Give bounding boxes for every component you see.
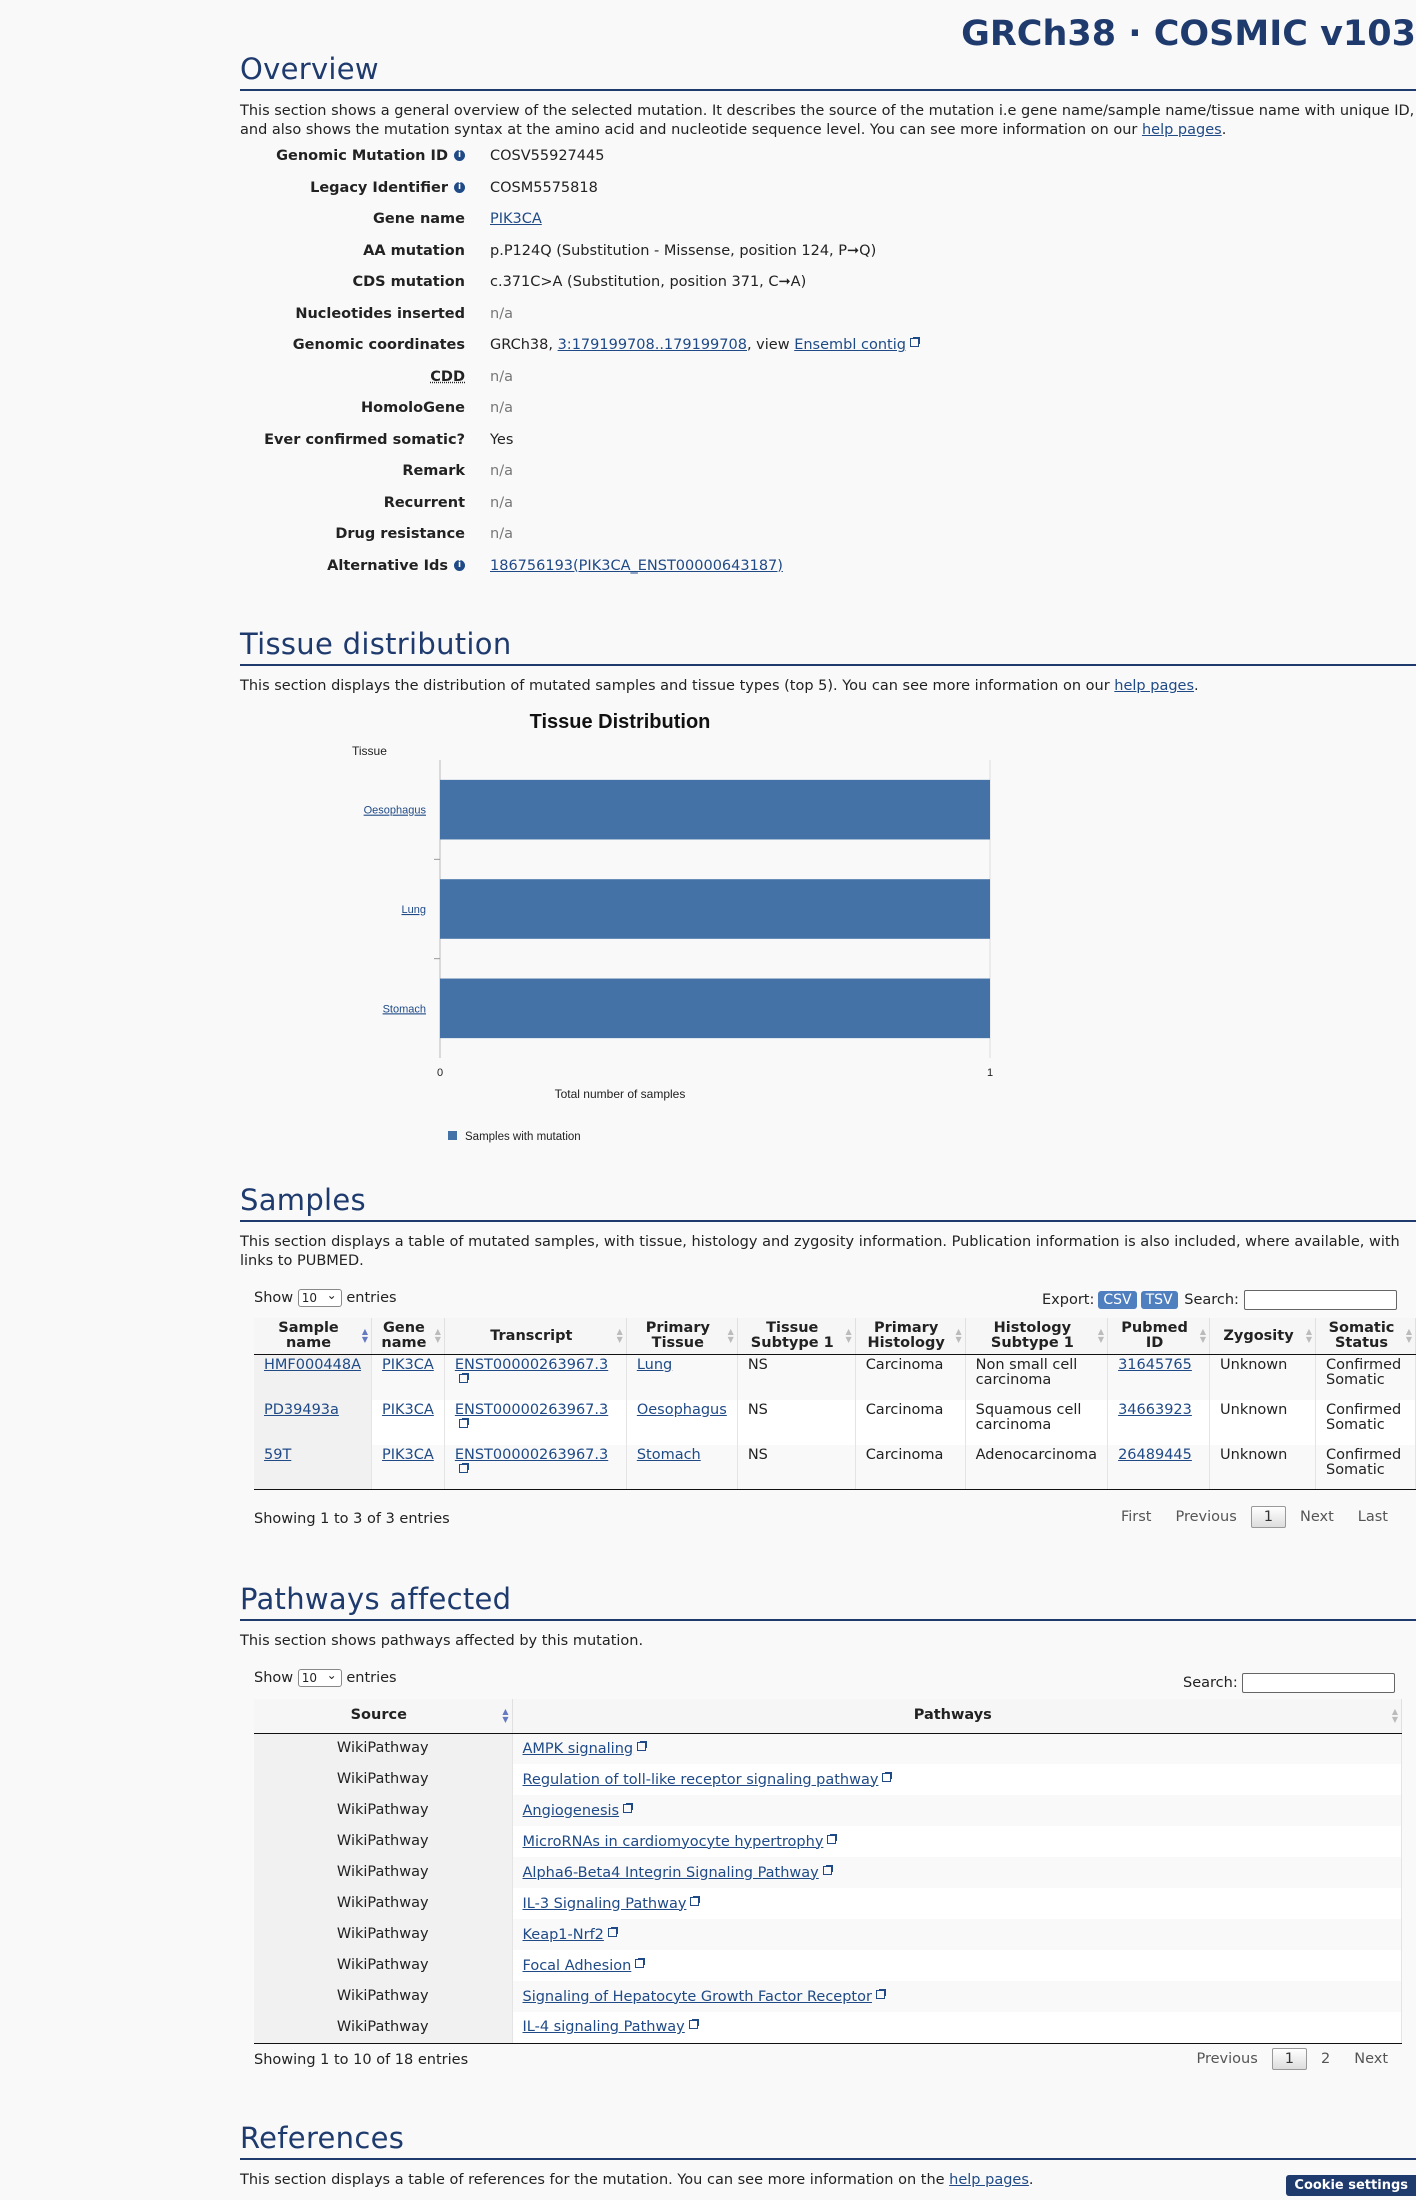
- recurrent-value: n/a: [490, 494, 513, 511]
- sort-icon: ▲ ▼: [1305, 1327, 1312, 1344]
- alternative-ids-label: Alternative Ids i: [327, 558, 465, 574]
- samples-description: This section displays a table of mutated samples, with tissue, histology and zygosity information. Publication information is also included, where available, with links to PUBMED.: [240, 1234, 1400, 1269]
- table-cell: WikiPathway: [254, 1764, 512, 1795]
- table-cell: [372, 1355, 445, 1400]
- external-link-icon: [608, 1927, 618, 1937]
- table-cell: NS: [737, 1355, 855, 1400]
- table-cell: [254, 1445, 372, 1490]
- previous-page-button[interactable]: Previous: [1175, 1509, 1237, 1525]
- previous-page-button[interactable]: Previous: [1196, 2051, 1258, 2067]
- legend-swatch: [448, 1131, 457, 1140]
- table-cell: Carcinoma: [855, 1445, 965, 1490]
- column-header[interactable]: Zygosity ▲ ▼: [1210, 1318, 1316, 1355]
- table-cell: NS: [737, 1400, 855, 1445]
- cell-link[interactable]: PIK3CA: [382, 1446, 434, 1463]
- column-header[interactable]: Histology Subtype 1 ▲ ▼: [965, 1318, 1107, 1355]
- sort-icon: ▲ ▼: [955, 1327, 962, 1344]
- column-header[interactable]: Somatic Status ▲ ▼: [1315, 1318, 1415, 1355]
- samples-length-control: Show 10 ⌄ entries: [254, 1289, 397, 1307]
- remark-label: Remark: [402, 463, 465, 479]
- external-link-icon: [689, 2019, 699, 2029]
- table-cell: [512, 1733, 1402, 1764]
- table-cell: Confirmed Somatic: [1315, 1445, 1415, 1490]
- info-icon[interactable]: i: [454, 560, 465, 571]
- table-cell: [512, 1795, 1402, 1826]
- cdd-value: n/a: [490, 368, 513, 385]
- drug-resistance-value: n/a: [490, 526, 513, 542]
- table-cell: [512, 1764, 1402, 1795]
- pathways-pagination: [1182, 2048, 1398, 2070]
- genomic-id-value: COSV55927445: [490, 148, 605, 164]
- cds-mutation-value: c.371C>A (Substitution, position 371, C➞A): [490, 274, 807, 290]
- cell-link[interactable]: HMF000448A: [264, 1357, 362, 1373]
- sort-icon: ▲ ▼: [361, 1327, 369, 1344]
- tissue-distribution-section: [240, 627, 1416, 696]
- cell-link[interactable]: 31645765: [1118, 1357, 1192, 1373]
- table-cell: [626, 1445, 737, 1490]
- pathway-link[interactable]: Angiogenesis: [522, 1802, 620, 1819]
- tissue-distribution-heading: Tissue distribution: [240, 627, 1416, 666]
- cell-link[interactable]: 26489445: [1118, 1446, 1192, 1463]
- column-header[interactable]: Pathways ▲ ▼: [512, 1699, 1402, 1733]
- column-header[interactable]: Primary Tissue ▲ ▼: [626, 1318, 737, 1355]
- external-link-icon: [623, 1803, 633, 1813]
- table-cell: Carcinoma: [855, 1400, 965, 1445]
- overview-help-link[interactable]: help pages: [1141, 122, 1222, 138]
- references-heading: References: [240, 2121, 1416, 2160]
- tissue-help-link[interactable]: help pages: [1114, 678, 1195, 694]
- sort-icon: ▲ ▼: [502, 1706, 509, 1724]
- pathway-link[interactable]: Signaling of Hepatocyte Growth Factor Receptor: [522, 1988, 872, 2005]
- overview-heading: Overview: [240, 52, 1416, 91]
- samples-search-input[interactable]: [1244, 1290, 1397, 1310]
- table-row: [254, 1445, 1416, 1490]
- pathways-search-control: Search:: [1183, 1673, 1395, 1693]
- cell-link[interactable]: ENST00000263967.3: [454, 1357, 609, 1373]
- table-cell: Unknown: [1210, 1400, 1316, 1445]
- info-icon[interactable]: i: [454, 150, 465, 161]
- column-header[interactable]: Tissue Subtype 1 ▲ ▼: [737, 1318, 855, 1355]
- ever-confirmed-somatic-label: Ever confirmed somatic?: [264, 431, 465, 448]
- external-link-icon: [882, 1772, 892, 1782]
- column-header[interactable]: Gene name ▲ ▼: [372, 1318, 445, 1355]
- legend-label: Samples with mutation: [465, 1131, 581, 1143]
- pathways-table: [254, 1699, 1402, 2044]
- legacy-id-value: COSM5575818: [490, 179, 598, 196]
- table-row: [254, 1826, 1402, 1857]
- references-help-link[interactable]: help pages: [949, 2172, 1029, 2188]
- table-row: [254, 1733, 1402, 1764]
- genomic-coordinates-value: GRCh38, 3:179199708..179199708, view Ensembl contig: [490, 337, 920, 353]
- table-cell: [626, 1355, 737, 1400]
- pathway-link[interactable]: MicroRNAs in cardiomyocyte hypertrophy: [522, 1833, 824, 1850]
- table-cell: Confirmed Somatic: [1315, 1400, 1415, 1445]
- y-axis-label: Tissue: [352, 744, 387, 758]
- column-header[interactable]: Source ▲ ▼: [254, 1699, 512, 1733]
- nucleotides-inserted-label: Nucleotides inserted: [295, 305, 465, 322]
- cell-link[interactable]: PD39493a: [264, 1401, 339, 1418]
- sort-icon: ▲ ▼: [1199, 1327, 1207, 1344]
- table-cell: WikiPathway: [254, 1888, 512, 1919]
- aa-mutation-label: AA mutation: [363, 242, 465, 259]
- table-row: [254, 1795, 1402, 1826]
- table-row: [254, 1919, 1402, 1950]
- table-cell: Non small cell carcinoma: [965, 1355, 1107, 1400]
- genomic-coordinates-label: Genomic coordinates: [292, 337, 465, 353]
- homologene-value: n/a: [490, 400, 513, 416]
- table-row: [254, 1857, 1402, 1888]
- cell-link[interactable]: Oesophagus: [636, 1401, 727, 1418]
- x-tick-label: 1: [986, 1067, 994, 1079]
- cell-link[interactable]: ENST00000263967.3: [454, 1446, 609, 1463]
- external-link-icon: [637, 1741, 647, 1751]
- export-csv-button[interactable]: CSV: [1098, 1291, 1136, 1309]
- overview-section: [240, 52, 1416, 140]
- samples-table: [254, 1318, 1416, 1490]
- table-cell: [512, 1857, 1402, 1888]
- pathway-link[interactable]: IL-3 Signaling Pathway: [522, 1895, 687, 1912]
- chart-title: Tissue Distribution: [529, 711, 711, 733]
- page-2-button[interactable]: 2: [1320, 2051, 1331, 2067]
- cell-link[interactable]: 34663923: [1118, 1401, 1192, 1418]
- next-page-button[interactable]: Next: [1354, 2051, 1388, 2067]
- ensembl-contig-link[interactable]: Ensembl contig: [794, 337, 906, 353]
- x-axis-label: Total number of samples: [554, 1087, 686, 1101]
- column-header[interactable]: Transcript ▲ ▼: [444, 1318, 626, 1355]
- chart-svg: [300, 700, 1020, 1160]
- gene-name-label: Gene name: [373, 211, 465, 227]
- tissue-distribution-chart: [300, 700, 1020, 1160]
- sort-icon: ▲ ▼: [845, 1327, 852, 1344]
- pathways-search-input[interactable]: [1242, 1673, 1395, 1693]
- bar-oesophagus[interactable]: [440, 780, 990, 840]
- cds-mutation-label: CDS mutation: [352, 274, 465, 290]
- table-cell: [372, 1400, 445, 1445]
- table-cell: Unknown: [1210, 1445, 1316, 1490]
- recurrent-label: Recurrent: [383, 494, 465, 511]
- cookie-settings-button[interactable]: Cookie settings: [1286, 2175, 1416, 2196]
- homologene-label: HomoloGene: [361, 400, 465, 416]
- sort-icon: ▲ ▼: [727, 1327, 734, 1344]
- aa-mutation-value: p.P124Q (Substitution - Missense, position 124, P➞Q): [490, 242, 877, 259]
- table-row: [254, 1950, 1402, 1981]
- table-row: [254, 1400, 1416, 1445]
- tissue-distribution-description: This section displays the distribution of mutated samples and tissue types (top 5). You can see more information on our help pages.: [240, 678, 1199, 694]
- cell-link[interactable]: Lung: [636, 1357, 673, 1373]
- cdd-label: CDD: [430, 368, 465, 385]
- external-link-icon: [459, 1463, 469, 1473]
- table-cell: [1108, 1355, 1210, 1400]
- pathway-link[interactable]: Regulation of toll-like receptor signaling pathway: [522, 1771, 879, 1788]
- table-cell: Unknown: [1210, 1355, 1316, 1400]
- last-page-button[interactable]: Last: [1357, 1509, 1388, 1525]
- nucleotides-inserted-value: n/a: [490, 305, 513, 322]
- table-row: [254, 1355, 1416, 1400]
- table-cell: [512, 1981, 1402, 2012]
- table-cell: WikiPathway: [254, 1857, 512, 1888]
- cell-link[interactable]: 59T: [264, 1446, 292, 1463]
- table-cell: [444, 1445, 626, 1490]
- overview-description: This section shows a general overview of the selected mutation. It describes the source of the mutation i.e gene name/sample name/tissue name with unique ID, and also shows the mutation syntax at the amino acid and nucleotide sequence level. You can see more information on our help pages.: [240, 103, 1415, 138]
- genome-build-title: GRCh38 · COSMIC v103: [961, 14, 1416, 54]
- table-cell: [444, 1400, 626, 1445]
- export-tsv-button[interactable]: TSV: [1141, 1291, 1178, 1309]
- coordinates-link[interactable]: 3:179199708..179199708: [557, 337, 747, 353]
- pathways-heading: Pathways affected: [240, 1582, 1416, 1621]
- table-cell: WikiPathway: [254, 1826, 512, 1857]
- pathway-link[interactable]: IL-4 signaling Pathway: [522, 2019, 685, 2036]
- samples-section: [240, 1183, 1416, 1271]
- pathways-description: This section shows pathways affected by this mutation.: [240, 1633, 644, 1649]
- page-1-button[interactable]: 1: [1251, 1506, 1286, 1528]
- table-cell: [254, 1400, 372, 1445]
- cell-link[interactable]: ENST00000263967.3: [454, 1401, 609, 1418]
- samples-pagination: [1107, 1506, 1398, 1528]
- table-cell: [444, 1355, 626, 1400]
- table-cell: [512, 1919, 1402, 1950]
- pathway-link[interactable]: Focal Adhesion: [522, 1957, 632, 1974]
- column-header[interactable]: Primary Histology ▲ ▼: [855, 1318, 965, 1355]
- table-cell: WikiPathway: [254, 1795, 512, 1826]
- table-cell: WikiPathway: [254, 1950, 512, 1981]
- samples-table-info: Showing 1 to 3 of 3 entries: [254, 1511, 450, 1527]
- column-header[interactable]: Pubmed ID ▲ ▼: [1108, 1318, 1210, 1355]
- pathways-section: [240, 1582, 1416, 1651]
- table-cell: WikiPathway: [254, 2012, 512, 2043]
- table-cell: NS: [737, 1445, 855, 1490]
- external-link-icon: [459, 1418, 469, 1428]
- table-cell: [512, 2012, 1402, 2043]
- pathways-table-info: Showing 1 to 10 of 18 entries: [254, 2052, 469, 2068]
- gene-name-link[interactable]: PIK3CA: [490, 211, 542, 227]
- samples-export-controls: Export: CSV TSV Search:: [1042, 1290, 1397, 1310]
- table-cell: [626, 1400, 737, 1445]
- external-link-icon: [690, 1896, 700, 1906]
- table-row: [254, 1981, 1402, 2012]
- bar-stomach[interactable]: [440, 979, 990, 1039]
- table-cell: WikiPathway: [254, 1981, 512, 2012]
- pathway-link[interactable]: AMPK signaling: [522, 1740, 634, 1757]
- sort-icon: ▲ ▼: [1391, 1706, 1398, 1724]
- references-section: [240, 2121, 1416, 2190]
- x-tick-label: 0: [436, 1067, 444, 1079]
- table-cell: Adenocarcinoma: [965, 1445, 1107, 1490]
- alternative-id-link[interactable]: 186756193(PIK3CA_ENST00000643187): [490, 557, 783, 574]
- pathways-entries-select[interactable]: 10 ⌄: [298, 1669, 342, 1687]
- bar-lung[interactable]: [440, 879, 990, 939]
- pathways-length-control: Show 10 ⌄ entries: [254, 1669, 397, 1687]
- category-label-stomach[interactable]: Stomach: [382, 1003, 426, 1016]
- pathway-link[interactable]: Alpha6-Beta4 Integrin Signaling Pathway: [522, 1864, 819, 1881]
- samples-entries-select[interactable]: 10 ⌄: [298, 1289, 342, 1307]
- external-link-icon: [459, 1373, 469, 1383]
- sort-icon: ▲ ▼: [616, 1327, 623, 1344]
- table-cell: [512, 1826, 1402, 1857]
- ever-confirmed-somatic-value: Yes: [490, 431, 514, 448]
- table-row: [254, 1888, 1402, 1919]
- category-label-oesophagus[interactable]: Oesophagus: [363, 804, 426, 817]
- external-link-icon: [827, 1834, 837, 1844]
- legacy-id-label: Legacy Identifier i: [310, 180, 465, 196]
- external-link-icon: [635, 1958, 645, 1968]
- external-link-icon: [823, 1865, 833, 1875]
- drug-resistance-label: Drug resistance: [335, 526, 465, 542]
- cell-link[interactable]: Stomach: [636, 1446, 701, 1463]
- info-icon[interactable]: i: [454, 182, 465, 193]
- table-cell: Confirmed Somatic: [1315, 1355, 1415, 1400]
- cell-link[interactable]: PIK3CA: [382, 1401, 434, 1418]
- table-cell: WikiPathway: [254, 1919, 512, 1950]
- sort-icon: ▲ ▼: [1405, 1327, 1412, 1344]
- genomic-id-label: Genomic Mutation ID i: [276, 148, 465, 164]
- table-cell: [512, 1950, 1402, 1981]
- table-cell: [254, 1355, 372, 1400]
- first-page-button[interactable]: First: [1120, 1509, 1152, 1525]
- remark-value: n/a: [490, 463, 513, 479]
- external-link-icon: [910, 337, 920, 347]
- table-cell: [372, 1445, 445, 1490]
- page-1-button[interactable]: 1: [1272, 2048, 1307, 2070]
- references-description: This section displays a table of references for the mutation. You can see more information on the help pages.: [240, 2172, 1034, 2188]
- external-link-icon: [876, 1989, 886, 1999]
- table-cell: WikiPathway: [254, 1733, 512, 1764]
- pathway-link[interactable]: Keap1-Nrf2: [522, 1926, 604, 1943]
- cell-link[interactable]: PIK3CA: [382, 1357, 434, 1373]
- table-row: [254, 2012, 1402, 2043]
- table-cell: Squamous cell carcinoma: [965, 1400, 1107, 1445]
- table-row: [254, 1764, 1402, 1795]
- category-label-lung[interactable]: Lung: [401, 904, 426, 916]
- column-header[interactable]: Sample name ▲ ▼: [254, 1318, 372, 1355]
- table-cell: Carcinoma: [855, 1355, 965, 1400]
- next-page-button[interactable]: Next: [1300, 1509, 1334, 1525]
- table-cell: [1108, 1445, 1210, 1490]
- sort-icon: ▲ ▼: [1097, 1327, 1105, 1344]
- sort-icon: ▲ ▼: [434, 1327, 441, 1344]
- samples-heading: Samples: [240, 1183, 1416, 1222]
- table-cell: [512, 1888, 1402, 1919]
- table-cell: [1108, 1400, 1210, 1445]
